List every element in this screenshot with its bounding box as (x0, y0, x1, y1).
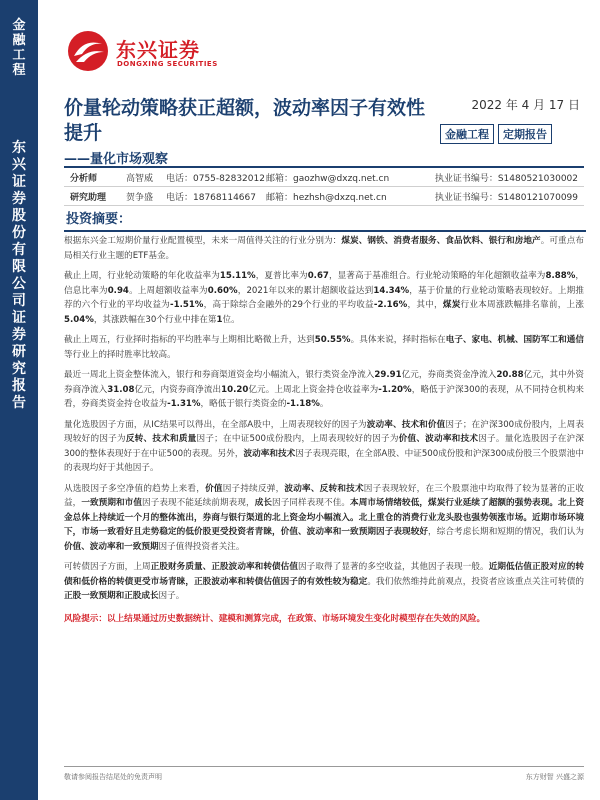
author-cert: 执业证书编号：S1480521030002 (434, 173, 578, 184)
author-email: 邮箱：gaozhw@dxzq.net.cn (266, 173, 390, 184)
sidebar-char: 融 (12, 33, 26, 48)
summary-paragraph (64, 234, 584, 263)
summary-text: 因子取得了显著的多空收益，其他因子表现一般。 (298, 562, 489, 572)
summary-highlight: 31.08 (107, 384, 135, 395)
summary-highlight: 50.55% (314, 335, 351, 345)
summary-highlight: 电子、家电、机械、国防军工和通信 (445, 335, 584, 345)
summary-text: 因子；在沪深300成份股内，上周表现较好的因子为 (64, 419, 584, 444)
summary-text: 亿元。上周北上资金持仓收益率为 (248, 384, 379, 395)
summary-highlight: -1.18% (286, 399, 320, 409)
summary-highlight: 5.04% (64, 314, 94, 325)
author-name: 高智威 (126, 173, 154, 184)
author-row (64, 187, 584, 206)
summary-text: 因子表现较好，在三个股票池中均取得了较为显著的正收益， (64, 483, 584, 508)
summary-text: ，其中， (407, 300, 443, 310)
summary-highlight: 煤炭、钢铁、消费者服务、食品饮料、银行和房地产 (341, 236, 541, 246)
sidebar-char: 告 (12, 395, 26, 411)
author-row (64, 166, 584, 187)
summary-text: 。我们依然维持此前观点，投资者应该重点关注可转债的 (367, 576, 584, 587)
tag-category: 金融工程 (440, 124, 494, 144)
summary-text: ，高于除综合金融外的29个行业的平均收益 (203, 300, 374, 310)
sidebar (0, 0, 38, 800)
summary-text: 因子持续反弹， (222, 483, 285, 494)
summary-paragraph (64, 560, 584, 604)
summary-highlight: 正股财务质量、正股波动率和转债估值 (150, 562, 299, 572)
summary-text: ，其涨跌幅在30个行业中排在第 (93, 314, 217, 325)
summary-text: 。上周超额收益率为 (128, 285, 208, 296)
report-subtitle: ——量化市场观察 (64, 152, 169, 167)
author-role: 研究助理 (70, 192, 107, 203)
summary-highlight: 价值、波动率和技术 (398, 434, 479, 444)
sidebar-char: 份 (12, 225, 26, 241)
summary-highlight: 近期低估值正股对应的转债和低价格的转债更受市场青睐，正股波动率和转债估值因子的有效性较为稳定 (64, 562, 584, 587)
sidebar-char: 券 (12, 327, 26, 343)
summary-highlight: -1.51% (170, 300, 204, 310)
author-cert: 执业证书编号：S1480121070099 (434, 192, 578, 203)
risk-warning: 风险提示：以上结果通过历史数据统计、建模和测算完成，在政策、市场环境发生变化时模型存在失效的风险。 (64, 614, 486, 624)
summary-text: ，略低于沪深300的表现，从不同持仓机构来看，券商类资金持仓收益为 (64, 384, 584, 409)
summary-text: ，显著高于基准组合。行业轮动策略的年化超额收益率为 (328, 271, 546, 281)
summary-text: 因子。量化选股因子在沪深300的整体表现好于在中证500的表现。另外， (64, 434, 584, 459)
summary-text: 最近一周北上资金整体流入，银行和券商渠道资金均小幅流入，银行类资金净流入 (64, 370, 375, 380)
summary-text: 截止上周，行业轮动策略的年化收益率为 (64, 271, 220, 281)
author-phone: 电话：0755-82832012 (166, 173, 265, 184)
summary-text: 亿元，内资券商净流出 (134, 384, 222, 395)
summary-highlight: 成长 (254, 498, 273, 508)
summary-highlight: 价值 (205, 483, 223, 494)
summary-highlight: 0.67 (307, 271, 329, 281)
summary-highlight: -2.16% (373, 300, 408, 310)
report-title: 价量轮动策略获正超额，波动率因子有效性提升 (64, 97, 426, 144)
summary-text: ，基于价量的行业轮动策略表现较好。上期推荐的六个行业的平均收益为 (64, 285, 584, 310)
sidebar-char: 兴 (12, 157, 26, 173)
summary-paragraph (64, 333, 584, 362)
sidebar-char: 有 (12, 242, 26, 258)
summary-text: 因子同样表现不佳。 (272, 498, 351, 508)
summary-highlight: 0.94 (107, 285, 129, 296)
report-date: 2022 年 4 月 17 日 (471, 98, 580, 112)
summary-highlight: 一致预期和市值 (81, 498, 143, 508)
tag-type: 定期报告 (498, 124, 552, 144)
footer-slogan: 东方财智 兴盛之源 (525, 773, 584, 781)
summary-text: 亿元，券商类资金净流入 (401, 370, 497, 380)
summary-highlight: 波动率、反转和技术 (284, 483, 364, 494)
summary-text: 根据东兴金工短期价量行业配置模型，未来一周值得关注的行业分别为： (64, 236, 342, 246)
summary-highlight: 煤炭 (442, 300, 461, 310)
logo-name: 东兴证券 (116, 38, 200, 62)
summary-highlight: -1.31% (167, 399, 201, 409)
summary-text: ，2021年以来的累计超额收益达到 (237, 285, 374, 296)
sidebar-char: 工 (12, 48, 26, 63)
summary-text: 量化选股因子方面，从IC结果可以得出，在全部A股中，上周表现较好的因子为 (64, 419, 367, 430)
footer-divider (64, 766, 584, 767)
summary-highlight: 15.11% (219, 271, 256, 281)
summary-paragraph (64, 482, 584, 555)
summary-highlight: 波动率和技术 (243, 448, 296, 459)
summary-text: 。可重点布局相关行业主题的ETF基金。 (64, 236, 584, 261)
summary-text: 位。 (222, 314, 240, 325)
summary-text: 从选股因子多空净值的趋势上来看， (64, 483, 206, 494)
author-table (64, 166, 584, 206)
sidebar-char: 究 (12, 361, 26, 377)
summary-highlight: 8.88% (545, 271, 576, 281)
summary-text: 行业本周涨跌幅排名靠前，上涨 (460, 300, 584, 310)
sidebar-char: 东 (12, 140, 26, 156)
summary-text: ，略低于银行类资金的 (200, 399, 287, 409)
sidebar-char: 司 (12, 293, 26, 309)
summary-highlight: 14.34% (373, 285, 410, 296)
sidebar-char: 券 (12, 191, 26, 207)
sidebar-char: 限 (12, 259, 26, 275)
sidebar-char: 研 (12, 344, 26, 360)
summary-highlight: 本周市场情绪较低，煤炭行业延续了超额的强势表现。北上资金总体上持续近一个月的整体流出，券商与银行渠道的北上资金均小幅流入。北上重仓的消费行业龙头股也强势领涨市场。近期市场环境下，市场一致看好且走势稳定的低价股更受投资者青睐，价值、波动率和一致预期因子表现较好 (64, 498, 584, 537)
summary-text: 亿元，其中外资券商净流入 (64, 370, 584, 395)
summary-body (64, 234, 584, 610)
summary-highlight: 20.88 (496, 370, 524, 380)
summary-highlight: 波动率、技术和价值 (366, 419, 446, 430)
summary-text: 可转债因子方面，上周 (64, 562, 151, 572)
summary-text: ，信息比率为 (64, 271, 584, 296)
sidebar-char: 股 (12, 208, 26, 224)
summary-highlight: 正股一致预期和正股成长 (64, 591, 159, 601)
summary-highlight: 反转、技术和质量 (125, 434, 197, 444)
sidebar-company-report (0, 140, 38, 412)
sidebar-char: 报 (12, 378, 26, 394)
sidebar-char: 证 (12, 310, 26, 326)
summary-paragraph (64, 269, 584, 327)
sidebar-char: 公 (12, 276, 26, 292)
summary-highlight: 10.20 (221, 384, 249, 395)
sidebar-char: 金 (12, 18, 26, 33)
summary-highlight: -1.20% (378, 384, 412, 395)
sidebar-char: 证 (12, 174, 26, 190)
summary-text: 等行业上的择时胜率比较高。 (64, 349, 176, 360)
sidebar-category (0, 18, 38, 78)
summary-text: ，夏普比率为 (255, 271, 308, 281)
summary-paragraph (64, 368, 584, 412)
author-email: 邮箱：hezhsh@dxzq.net.cn (266, 192, 387, 203)
summary-heading: 投资摘要： (64, 208, 586, 232)
summary-text: 因子值得投资者关注。 (158, 541, 245, 552)
logo-english: DONGXING SECURITIES (117, 60, 218, 68)
summary-paragraph (64, 418, 584, 476)
sidebar-char: 程 (12, 63, 26, 78)
author-role: 分析师 (70, 173, 98, 184)
summary-text: ，综合考虑长期和短期的情况，我们认为 (428, 527, 584, 537)
summary-highlight: 1 (216, 314, 223, 325)
footer-disclaimer: 敬请参阅报告结尾处的免责声明 (64, 773, 162, 781)
summary-text: 因子表现不能延续前期表现， (142, 498, 255, 508)
report-tags (440, 124, 552, 144)
author-name: 贺争盛 (126, 192, 154, 203)
author-phone: 电话：18768114667 (166, 192, 256, 203)
summary-text: 因子。 (158, 591, 185, 601)
summary-text: 。具体来说，择时指标在 (350, 335, 446, 345)
summary-text: 截止上周五，行业择时指标的平均胜率与上期相比略微上升，达到 (64, 335, 315, 345)
summary-text: 。 (319, 399, 329, 409)
summary-text: 因子；在中证500成份股内，上周表现较好的因子为 (196, 434, 399, 444)
summary-highlight: 29.91 (374, 370, 402, 380)
summary-highlight: 价值、波动率和一致预期 (64, 541, 159, 552)
summary-highlight: 0.60% (207, 285, 238, 296)
summary-text: 因子表现亮眼，在全部A股、中证500成份股和沪深300成份股三个股票池中的表现均好于其他因子。 (64, 448, 584, 473)
